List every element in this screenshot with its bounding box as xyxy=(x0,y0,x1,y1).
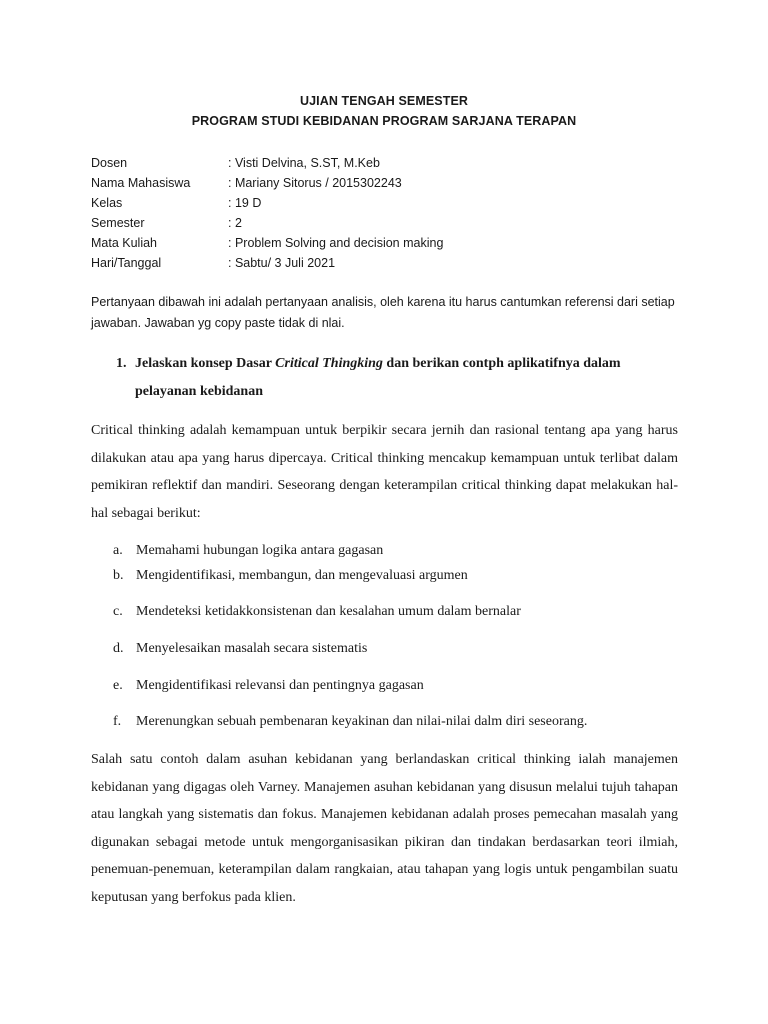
info-value: : Sabtu/ 3 Juli 2021 xyxy=(228,256,336,270)
info-value: : Mariany Sitorus / 2015302243 xyxy=(228,176,402,190)
exam-instruction: Pertanyaan dibawah ini adalah pertanyaan analisis, oleh karena itu harus cantumkan referensi dari setiap jawaban. Jawaban yg copy paste tidak di nlai. xyxy=(91,295,675,330)
list-marker: a. xyxy=(113,543,123,558)
list-item-d xyxy=(113,639,368,659)
list-marker: f. xyxy=(113,714,122,729)
list-marker: b. xyxy=(113,568,124,583)
info-label: Nama Mahasiswa xyxy=(91,176,191,190)
list-text: Mengidentifikasi relevansi dan pentingnya gagasan xyxy=(136,678,424,693)
info-label: Kelas xyxy=(91,196,123,210)
list-item-c xyxy=(113,602,521,622)
list-text: Mendeteksi ketidakkonsistenan dan kesalahan umum dalam bernalar xyxy=(136,604,521,619)
list-text: Merenungkan sebuah pembenaran keyakinan dan nilai-nilai dalm diri seseorang. xyxy=(136,714,588,729)
info-label: Hari/Tanggal xyxy=(91,256,162,270)
answer-paragraph-1: Critical thinking adalah kemampuan untuk berpikir secara jernih dan rasional tentang apa yang harus dilakukan atau apa yang harus dipercaya. Critical thinking mencakup kemampuan untuk terlibat dalam pemikiran reflektif dan mandiri. Seseorang dengan keterampilan critical thinking dapat melakukan hal-hal sebagai berikut: xyxy=(91,423,678,521)
exam-title: UJIAN TENGAH SEMESTER xyxy=(299,94,469,108)
info-value: : Visti Delvina, S.ST, M.Keb xyxy=(228,156,380,170)
list-marker: c. xyxy=(113,604,123,619)
question-number: 1. xyxy=(116,356,127,371)
list-marker: e. xyxy=(113,678,123,693)
info-value: : 19 D xyxy=(228,196,262,210)
list-item-f xyxy=(113,712,588,732)
question-text-end: dan berikan contph aplikatifnya dalam pelayanan kebidanan xyxy=(135,356,621,399)
list-text: Mengidentifikasi, membangun, dan mengevaluasi argumen xyxy=(136,568,468,583)
list-marker: d. xyxy=(113,641,124,656)
answer-paragraph-2: Salah satu contoh dalam asuhan kebidanan yang berlandaskan critical thinking ialah manajemen kebidanan yang digagas oleh Varney. Manajemen asuhan kebidanan yang disusun melalui tujuh tahapan atau langkah yang sistematis dan fokus. Manajemen kebidanan adalah proses pemecahan masalah yang digunakan sebagai metode untuk mengorganisasikan pikiran dan tindakan berdasarkan teori ilmiah, penemuan-penemuan, keterampilan dalam rangkaian, atau tahapan yang logis untuk pengambilan suatu keputusan yang berfokus pada klien. xyxy=(91,752,678,905)
question-italic-term: Critical Thingking xyxy=(275,356,383,371)
question-1 xyxy=(116,350,676,406)
info-value: : Problem Solving and decision making xyxy=(228,236,444,250)
info-label: Semester xyxy=(91,216,145,230)
list-text: Menyelesaikan masalah secara sistematis xyxy=(136,641,368,656)
info-label: Mata Kuliah xyxy=(91,236,158,250)
question-text xyxy=(135,350,676,406)
info-value: : 2 xyxy=(228,216,242,230)
info-label: Dosen xyxy=(91,156,128,170)
list-item-e xyxy=(113,676,424,696)
list-item-a xyxy=(113,541,384,561)
program-title: PROGRAM STUDI KEBIDANAN PROGRAM SARJANA TERAPAN xyxy=(191,114,577,128)
question-text-start: Jelaskan konsep Dasar xyxy=(135,356,276,371)
list-text: Memahami hubungan logika antara gagasan xyxy=(136,543,384,558)
list-item-b xyxy=(113,566,468,586)
